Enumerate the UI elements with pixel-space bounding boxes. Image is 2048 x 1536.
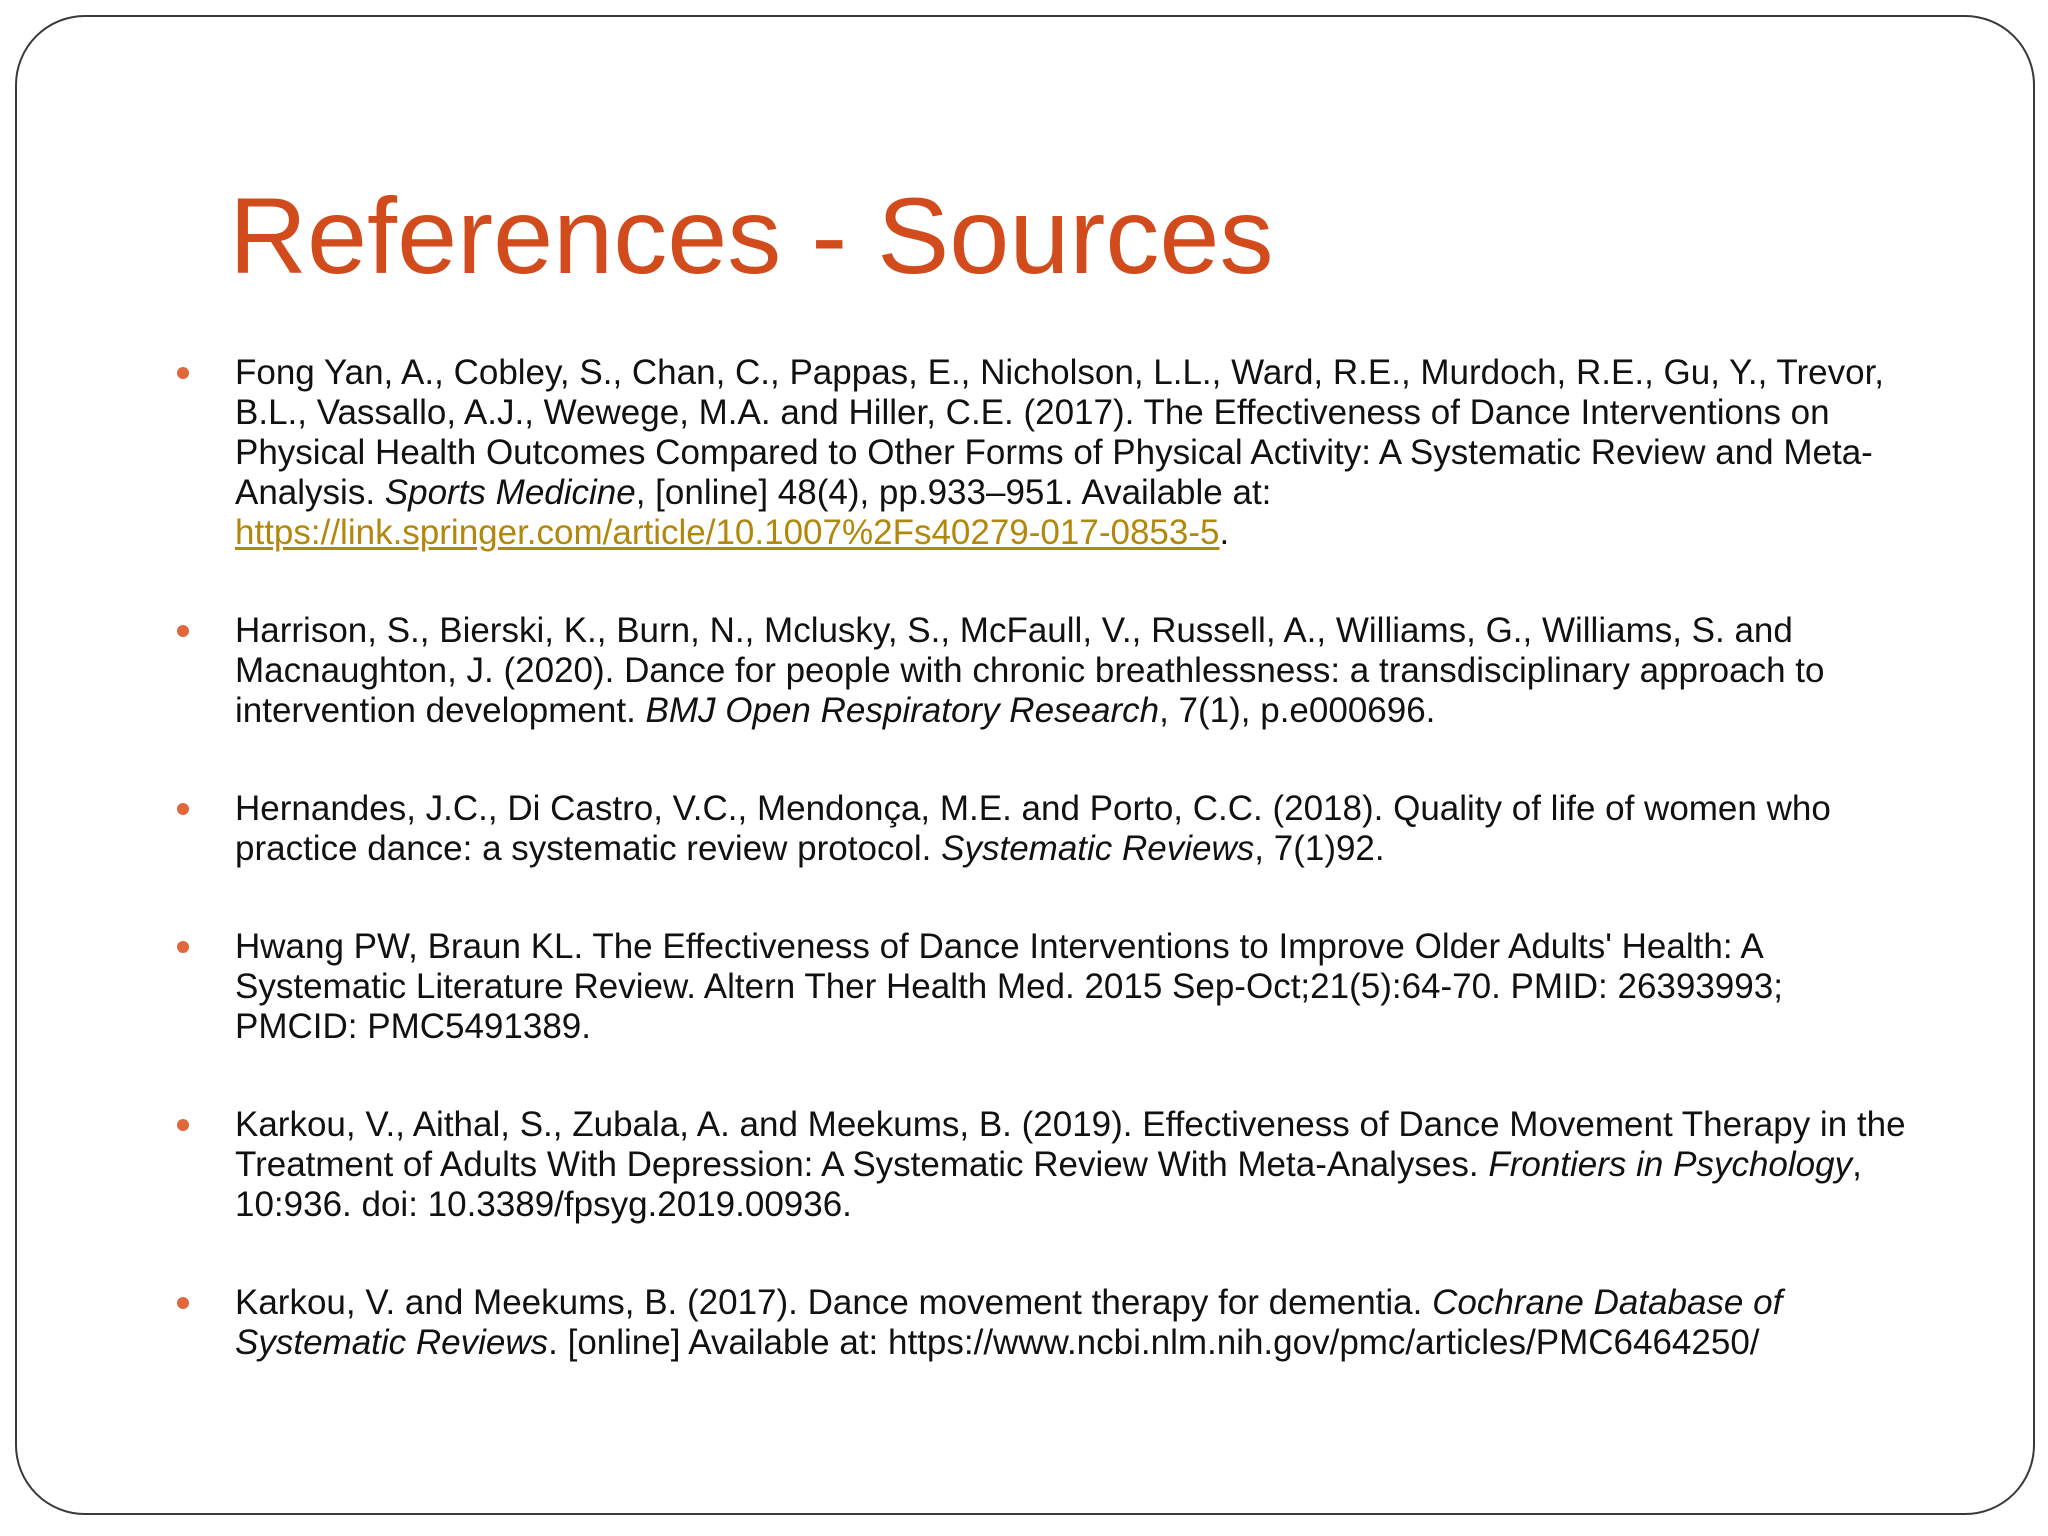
- bullet-icon: [177, 803, 189, 815]
- reference-item: [173, 353, 1913, 553]
- reference-text: [235, 789, 1913, 869]
- reference-item: [173, 789, 1913, 869]
- reference-item: [173, 927, 1913, 1047]
- bullet-icon: [177, 1297, 189, 1309]
- bullet-icon: [177, 367, 189, 379]
- reference-item: [173, 1105, 1913, 1225]
- reference-text: [235, 611, 1913, 731]
- reference-authors-title: Karkou, V. and Meekums, B. (2017). Dance movement therapy for dementia.: [235, 1283, 1433, 1322]
- reference-authors-title: Fong Yan, A., Cobley, S., Chan, C., Pappas, E., Nicholson, L.L., Ward, R.E., Murdoch, R.E., Gu, Y., Trevor, B.L., Vassallo, A.J., Wewege, M.A. and Hiller, C.E. (2017). The Effectiveness of Dance Interventions on Physical Health Outcomes Compared to Other Forms of Physical Activity: A Systematic Review and Meta-Analysis.: [235, 353, 1885, 512]
- reference-text: [235, 927, 1913, 1047]
- bullet-icon: [177, 625, 189, 637]
- bullet-icon: [177, 941, 189, 953]
- reference-item: [173, 611, 1913, 731]
- reference-details: , 7(1)92.: [1254, 829, 1385, 868]
- reference-text: [235, 1105, 1913, 1225]
- reference-journal: Cochrane Database of Systematic Reviews: [235, 1283, 1783, 1362]
- reference-link[interactable]: https://link.springer.com/article/10.1007%2Fs40279-017-0853-5: [235, 513, 1220, 552]
- slide: [15, 15, 2035, 1515]
- reference-journal: Systematic Reviews: [941, 829, 1255, 868]
- reference-authors-title: Harrison, S., Bierski, K., Burn, N., Mclusky, S., McFaull, V., Russell, A., Williams, G., Williams, S. and Macnaughton, J. (2020). Dance for people with chronic breathlessness: a transdisciplinary approach to intervention development.: [235, 611, 1825, 730]
- reference-text: [235, 1283, 1913, 1363]
- reference-item: [173, 1283, 1913, 1363]
- reference-details: , 10:936. doi: 10.3389/fpsyg.2019.00936.: [235, 1145, 1862, 1224]
- reference-list: [173, 353, 1913, 1363]
- reference-authors-title: Karkou, V., Aithal, S., Zubala, A. and Meekums, B. (2019). Effectiveness of Dance Movement Therapy in the Treatment of Adults With Depression: A Systematic Review With Meta-Analyses.: [235, 1105, 1906, 1184]
- reference-authors-title: Hwang PW, Braun KL. The Effectiveness of Dance Interventions to Improve Older Adults' Health: A Systematic Literature Review. Altern Ther Health Med. 2015 Sep-Oct;21(5):64-70. PMID: 26393993; PMCID: PMC5491389.: [235, 927, 1783, 1046]
- reference-end: .: [1219, 513, 1230, 552]
- reference-text: [235, 353, 1913, 553]
- reference-journal: Sports Medicine: [384, 473, 636, 512]
- reference-details: , 7(1), p.e000696.: [1159, 691, 1436, 730]
- reference-authors-title: Hernandes, J.C., Di Castro, V.C., Mendonça, M.E. and Porto, C.C. (2018). Quality of life of women who practice dance: a systematic review protocol.: [235, 789, 1831, 868]
- bullet-icon: [177, 1119, 189, 1131]
- slide-title: References - Sources: [229, 175, 1274, 296]
- reference-journal: Frontiers in Psychology: [1488, 1145, 1853, 1184]
- reference-journal: BMJ Open Respiratory Research: [645, 691, 1160, 730]
- reference-details: . [online] Available at: https://www.ncbi.nlm.nih.gov/pmc/articles/PMC6464250/: [548, 1323, 1760, 1362]
- reference-details: , [online] 48(4), pp.933–951. Available at:: [635, 473, 1272, 512]
